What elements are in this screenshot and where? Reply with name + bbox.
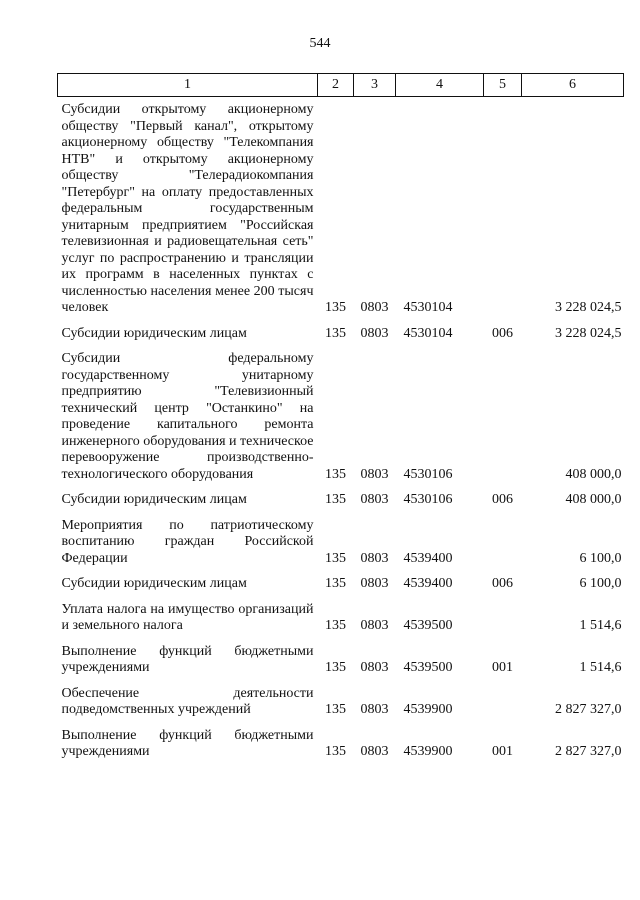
col-header: 4 — [396, 74, 484, 97]
row-description: Субсидии юридическим лицам — [61, 492, 247, 507]
row-ministry-code: 135 — [325, 576, 346, 591]
row-ministry-code: 135 — [325, 744, 346, 759]
row-target-code: 4539900 — [403, 702, 453, 717]
table-row — [58, 487, 624, 513]
row-ministry-code: 135 — [325, 300, 346, 315]
row-target-code: 4530106 — [403, 466, 453, 482]
row-section-code: 0803 — [360, 325, 389, 341]
row-section-code: 0803 — [360, 550, 389, 566]
col-header: 1 — [58, 74, 318, 97]
table-row — [58, 513, 624, 572]
row-description: Мероприятия по патриотическому воспитанию граждан Российской Федерации — [61, 517, 314, 566]
row-description: Субсидии федеральному государственному унитарному предприятию "Телевизионный технический центр "Останкино" на проведение капитального ремонта инженерного оборудования и техническое перевооружение производственно-технологического оборудования — [61, 351, 314, 482]
row-section-code: 0803 — [360, 660, 389, 675]
row-section-code: 0803 — [360, 702, 389, 717]
row-amount: 6 100,0 — [579, 550, 622, 566]
row-ministry-code: 135 — [325, 325, 346, 341]
row-expense-type: 006 — [492, 492, 513, 507]
row-target-code: 4530104 — [403, 325, 453, 341]
row-section-code: 0803 — [360, 300, 389, 315]
row-target-code: 4539400 — [403, 576, 453, 591]
row-amount: 408 000,0 — [565, 466, 622, 482]
row-section-code: 0803 — [360, 618, 389, 633]
row-expense-type: 001 — [492, 660, 513, 675]
row-ministry-code: 135 — [325, 466, 346, 482]
row-expense-type — [484, 346, 522, 487]
row-amount: 3 228 024,5 — [555, 325, 622, 341]
row-description: Выполнение функций бюджетными учреждениями — [61, 727, 314, 759]
row-amount: 408 000,0 — [565, 492, 622, 507]
row-amount: 1 514,6 — [579, 618, 622, 633]
col-header: 5 — [484, 74, 522, 97]
table-row — [58, 346, 624, 487]
row-ministry-code: 135 — [325, 618, 346, 633]
table-row — [58, 571, 624, 597]
row-description: Обеспечение деятельности подведомственных учреждений — [61, 685, 314, 717]
table-row — [58, 597, 624, 639]
row-ministry-code: 135 — [325, 660, 346, 675]
row-ministry-code: 135 — [325, 550, 346, 566]
row-section-code: 0803 — [360, 576, 389, 591]
table-row — [58, 97, 624, 321]
table-row — [58, 681, 624, 723]
row-amount: 3 228 024,5 — [555, 300, 622, 315]
header-row — [58, 74, 624, 97]
row-amount: 1 514,6 — [579, 660, 622, 675]
row-description: Субсидии юридическим лицам — [61, 576, 247, 591]
budget-table — [57, 73, 624, 765]
col-header: 3 — [354, 74, 396, 97]
row-expense-type — [484, 597, 522, 639]
row-amount: 6 100,0 — [579, 576, 622, 591]
row-ministry-code: 135 — [325, 702, 346, 717]
row-amount: 2 827 327,0 — [555, 744, 622, 759]
col-header: 2 — [318, 74, 354, 97]
row-section-code: 0803 — [360, 466, 389, 482]
row-target-code: 4530104 — [403, 300, 453, 315]
row-target-code: 4530106 — [403, 492, 453, 507]
row-target-code: 4539500 — [403, 660, 453, 675]
table-row — [58, 321, 624, 347]
row-expense-type: 006 — [492, 576, 513, 591]
row-section-code: 0803 — [360, 744, 389, 759]
row-expense-type — [484, 97, 522, 321]
row-expense-type: 001 — [492, 744, 513, 759]
row-section-code: 0803 — [360, 492, 389, 507]
row-amount: 2 827 327,0 — [555, 702, 622, 717]
row-expense-type — [484, 681, 522, 723]
row-target-code: 4539500 — [403, 618, 453, 633]
page-number: 544 — [309, 36, 331, 51]
row-description: Субсидии юридическим лицам — [61, 325, 247, 341]
row-description: Выполнение функций бюджетными учреждениями — [61, 643, 314, 675]
table-row — [58, 723, 624, 765]
row-description: Уплата налога на имущество организаций и земельного налога — [61, 601, 314, 633]
row-target-code: 4539400 — [403, 550, 453, 566]
row-description: Субсидии открытому акционерному обществу "Первый канал", открытому акционерному обществу "Телекомпания НТВ" и открытому акционерному обществу "Телерадиокомпания "Петербург" на оплату предоставленных федеральным государственным унитарным предприятием "Российская телевизионная и радиовещательная сеть" услуг по распространению и трансляции их программ в населенных пунктах с численностью населения менее 200 тысяч человек — [61, 102, 314, 315]
row-expense-type — [484, 513, 522, 572]
col-header: 6 — [522, 74, 624, 97]
row-target-code: 4539900 — [403, 744, 453, 759]
table-row — [58, 639, 624, 681]
row-ministry-code: 135 — [325, 492, 346, 507]
row-expense-type: 006 — [492, 325, 513, 341]
